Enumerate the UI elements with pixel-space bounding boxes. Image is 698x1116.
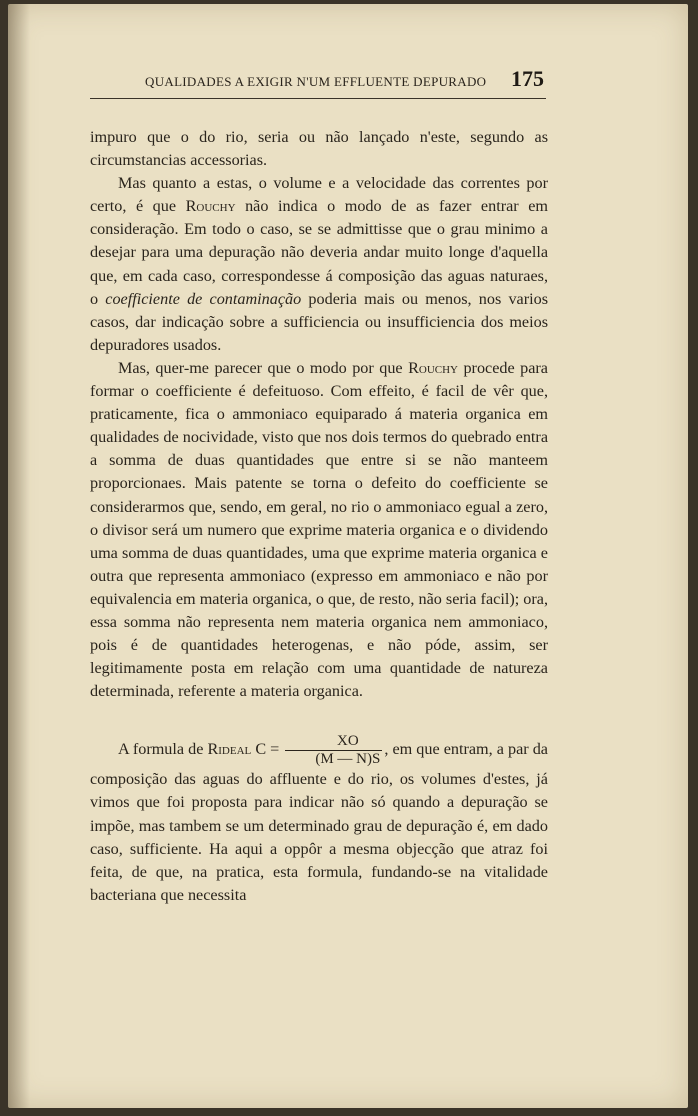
running-title: QUALIDADES A EXIGIR N'UM EFFLUENTE DEPURADO [145, 74, 487, 89]
italic-term: coefficiente de contaminação [105, 289, 302, 308]
paragraph-4-text-a: A formula de [118, 740, 208, 759]
paragraph-4-text-b: , em que entram, a par da composição das aguas do affluente e do rio, os volumes d'estes, já vimos que foi proposta para indicar não só quando a depuração se impõe, mas tambem se um determinado grau de depuração é, em dado caso, sufficiente. Ha aqui a oppôr a mesma objecção que atraz foi feita, de que, na pratica, esta formula, fundando-se na vitalidade bacteriana que necessita [90, 740, 548, 904]
formula-fraction [285, 733, 382, 768]
page-gutter-shadow [8, 4, 30, 1108]
formula-lhs: C = [251, 740, 284, 759]
author-name-rideal: Rideal [207, 740, 252, 759]
body-text [90, 126, 548, 907]
paragraph-1 [90, 126, 548, 172]
paragraph-2-text-c: poderia mais ou menos, nos varios casos, dar indicação sobre a sufficiencia ou insufficiencia dos meios depuradores usados. [90, 289, 549, 354]
paragraph-2-text-a: Mas quanto a estas, o volume e a velocidade das correntes por certo, é que [90, 174, 548, 216]
paragraph-4 [90, 733, 548, 907]
paragraph-1-text: impuro que o do rio, seria ou não lançado n'este, segundo as circumstancias accessorias. [90, 128, 548, 170]
page-header [90, 66, 546, 96]
paragraph-2-text-b: não indica o modo de as fazer entrar em consideração. Em todo o caso, se se admittisse que o grau minimo a desejar para uma depuração não deveria andar muito longe d'aquella que, em cada caso, correspondesse á composição das aguas naturaes, o [90, 197, 548, 308]
formula-denominator: (M — N)S [315, 751, 381, 768]
author-name-rouchy: Rouchy [408, 358, 458, 377]
header-rule [90, 98, 546, 99]
author-name-rouchy: Rouchy [185, 197, 236, 216]
formula-numerator: XO [285, 733, 382, 751]
paragraph-3 [90, 357, 548, 703]
paragraph-2 [90, 172, 548, 357]
paragraph-3-text-b: procede para formar o coefficiente é defeituoso. Com effeito, é facil de vêr que, praticamente, fica o ammoniaco equiparado á materia organica em qualidades de nocividade, visto que nos dois termos do quebrado entra a somma de duas quantidades que entre si se não manteem proporcionaes. Mais patente se torna o defeito do coefficiente se considerarmos que, sendo, em geral, no rio o ammoniaco egual a zero, o divisor será um numero que exprime materia organica e o dividendo uma somma de duas quantidades, uma que exprime materia organica e outra que representa ammoniaco (expresso em ammoniaco e não por equivalencia em materia organica, o que, de resto, não seria facil); ora, essa somma não representa nem materia organica nem ammoniaco, pois é de quantidades heterogenas, e não póde, assim, ser legitimamente posta em relação com uma quantidade de natureza determinada, referente a materia organica. [90, 358, 548, 701]
page-number: 175 [511, 66, 544, 91]
paragraph-3-text-a: Mas, quer-me parecer que o modo por que [118, 358, 409, 377]
